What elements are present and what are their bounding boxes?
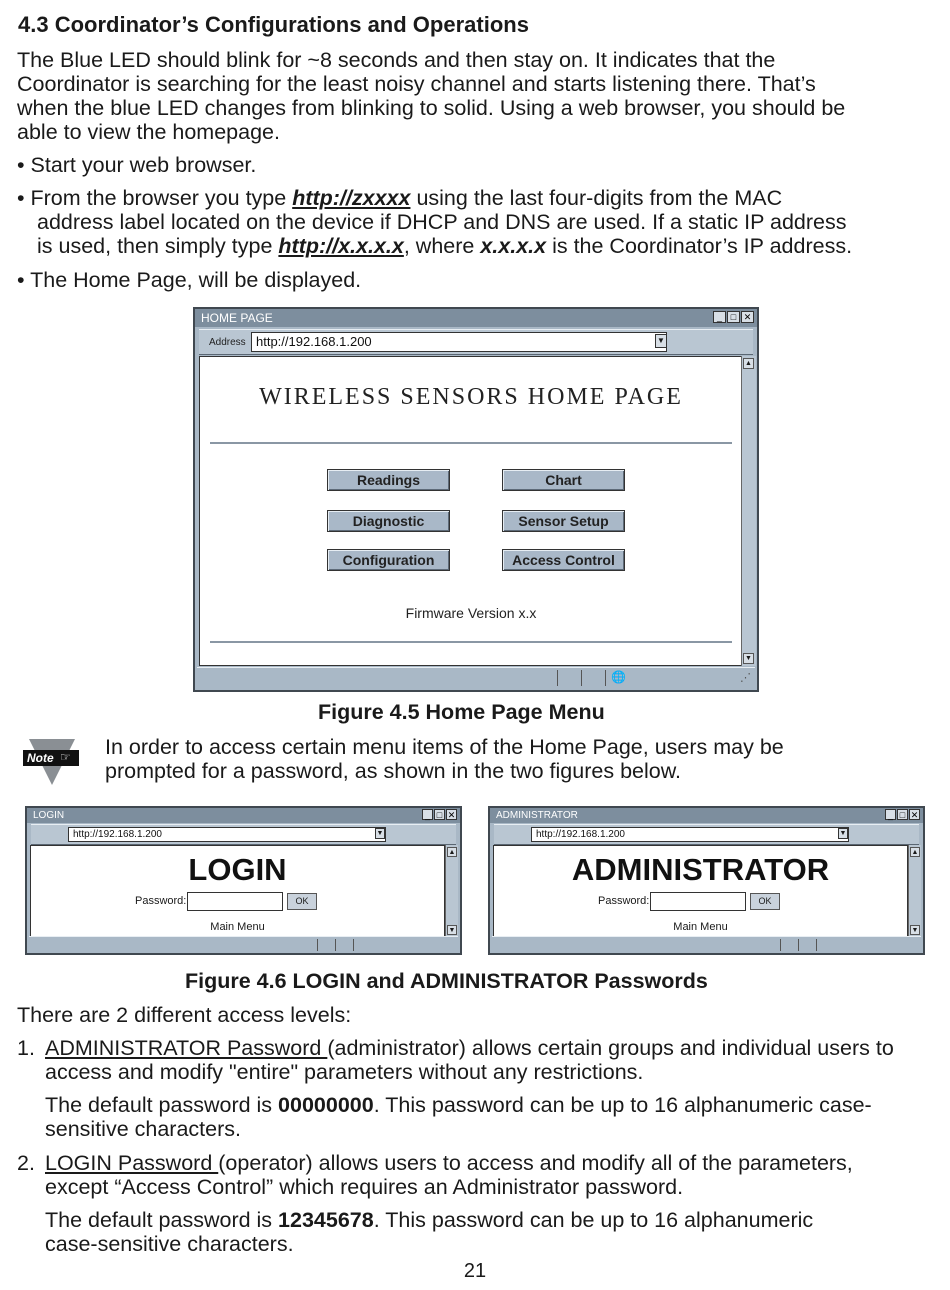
bullet-text: address label located on the device if DHCP and DNS are used. If a static IP address: [37, 210, 847, 234]
close-icon[interactable]: ✕: [447, 810, 456, 820]
password-input[interactable]: [650, 892, 746, 911]
list-number: 1.: [17, 1036, 35, 1060]
address-bar: [494, 824, 919, 845]
vertical-scrollbar[interactable]: [741, 356, 756, 666]
vertical-scrollbar[interactable]: [445, 845, 458, 937]
address-bar: [31, 824, 456, 845]
login-password-term: LOGIN Password: [45, 1151, 219, 1175]
resize-grip-icon[interactable]: ⋰: [740, 672, 751, 684]
intro-line: when the blue LED changes from blinking to solid. Using a web browser, you should be: [17, 96, 846, 120]
access-control-button[interactable]: Access Control: [502, 549, 625, 571]
address-label: Address: [209, 337, 246, 348]
chart-button[interactable]: Chart: [502, 469, 625, 491]
hand-pointer-icon: ☞: [60, 750, 71, 764]
access-level-item-1: [17, 1036, 894, 1141]
intro-line: able to view the homepage.: [17, 120, 280, 144]
maximize-icon[interactable]: □: [434, 809, 445, 820]
diagnostic-button[interactable]: Diagnostic: [327, 510, 450, 532]
bullet-text: • From the browser you type: [17, 186, 293, 210]
zxxxx-url-link[interactable]: http://zxxxx: [292, 186, 411, 210]
login-window: [25, 806, 462, 955]
bullet-text: using the last four-digits from the MAC: [410, 186, 783, 210]
administrator-heading: ADMINISTRATOR: [571, 852, 830, 887]
access-level-item-2: [17, 1151, 853, 1256]
bullet-text: , where: [403, 234, 481, 258]
item-text: (operator) allows users to access and modify all of the parameters,: [218, 1151, 853, 1175]
note-line: prompted for a password, as shown in the two figures below.: [105, 759, 682, 783]
scroll-down-icon[interactable]: ▼: [448, 927, 456, 934]
ok-button[interactable]: OK: [287, 893, 317, 910]
figure-4-6-caption: Figure 4.6 LOGIN and ADMINISTRATOR Passwords: [185, 969, 708, 993]
note-badge-label: Note: [27, 751, 54, 765]
dropdown-arrow-icon[interactable]: ▼: [839, 830, 847, 837]
login-content: [30, 845, 445, 937]
vertical-scrollbar[interactable]: [908, 845, 921, 937]
status-bar: [29, 936, 458, 951]
item-text: except “Access Control” which requires an Administrator password.: [45, 1175, 684, 1199]
dropdown-arrow-icon[interactable]: ▼: [376, 830, 384, 837]
close-icon[interactable]: ✕: [741, 311, 754, 323]
ip-url-link[interactable]: http://x.x.x.x: [278, 234, 404, 258]
intro-line: Coordinator is searching for the least noisy channel and starts listening there. That’s: [17, 72, 816, 96]
configuration-button[interactable]: Configuration: [327, 549, 450, 571]
status-bar: [492, 936, 921, 951]
default-admin-password: 00000000: [278, 1093, 374, 1117]
section-title: 4.3 Coordinator’s Configurations and Operations: [18, 12, 529, 37]
window-controls: [422, 809, 457, 820]
dropdown-arrow-icon[interactable]: ▼: [655, 334, 667, 348]
scroll-up-icon[interactable]: ▲: [743, 358, 754, 369]
close-icon[interactable]: ✕: [910, 810, 919, 820]
bullet-start-browser: • Start your web browser.: [17, 153, 257, 177]
note-icon: [23, 737, 81, 787]
maximize-icon[interactable]: □: [727, 311, 740, 323]
password-label: Password:: [135, 895, 187, 907]
divider: [210, 442, 732, 444]
minimize-icon[interactable]: _: [713, 311, 726, 323]
bullet-text: is the Coordinator’s IP address.: [546, 234, 853, 258]
main-menu-link[interactable]: Main Menu: [673, 921, 728, 933]
item-text: . This password can be up to 16 alphanumeric: [373, 1208, 814, 1232]
item-text: access and modify "entire" parameters without any restrictions.: [45, 1060, 644, 1084]
default-login-password: 12345678: [278, 1208, 374, 1232]
minimize-icon[interactable]: _: [422, 809, 433, 820]
scroll-up-icon[interactable]: ▲: [911, 849, 919, 856]
window-controls: [885, 809, 920, 820]
note-text: [105, 735, 784, 783]
status-bar: [197, 667, 755, 688]
item-text: The default password is: [45, 1093, 279, 1117]
item-text: (administrator) allows certain groups and individual users to: [327, 1036, 894, 1060]
scroll-up-icon[interactable]: ▲: [448, 849, 456, 856]
home-page-heading: WIRELESS SENSORS HOME PAGE: [259, 384, 683, 410]
ok-button[interactable]: OK: [750, 893, 780, 910]
scroll-down-icon[interactable]: ▼: [743, 653, 754, 664]
main-menu-link[interactable]: Main Menu: [210, 921, 265, 933]
sensor-setup-button[interactable]: Sensor Setup: [502, 510, 625, 532]
item-text: . This password can be up to 16 alphanumeric case-: [373, 1093, 872, 1117]
address-input[interactable]: http://192.168.1.200: [68, 827, 386, 842]
page-number: 21: [463, 1260, 487, 1282]
password-input[interactable]: [187, 892, 283, 911]
divider: [210, 641, 732, 643]
address-input[interactable]: http://192.168.1.200: [251, 332, 667, 352]
window-controls: [713, 311, 754, 323]
bullet-type-url: [17, 186, 852, 258]
item-text: sensitive characters.: [45, 1117, 241, 1141]
minimize-icon[interactable]: _: [885, 809, 896, 820]
list-number: 2.: [17, 1151, 35, 1175]
window-title: HOME PAGE: [195, 309, 757, 327]
window-title: ADMINISTRATOR: [490, 808, 923, 823]
figure-4-5-caption: Figure 4.5 Home Page Menu: [318, 700, 605, 724]
bullet-home-page: • The Home Page, will be displayed.: [17, 268, 362, 292]
administrator-content: [493, 845, 908, 937]
address-bar: [199, 329, 753, 355]
admin-password-term: ADMINISTRATOR Password: [45, 1036, 328, 1060]
globe-icon: 🌐: [611, 670, 626, 684]
access-levels-intro: There are 2 different access levels:: [17, 1003, 352, 1027]
firmware-version: Firmware Version x.x: [405, 605, 537, 621]
scroll-down-icon[interactable]: ▼: [911, 927, 919, 934]
home-page-window: [193, 307, 759, 692]
maximize-icon[interactable]: □: [897, 809, 908, 820]
window-title: LOGIN: [27, 808, 460, 823]
readings-button[interactable]: Readings: [327, 469, 450, 491]
home-page-content: [199, 356, 743, 666]
intro-line: The Blue LED should blink for ~8 seconds and then stay on. It indicates that the: [17, 48, 776, 72]
note-line: In order to access certain menu items of the Home Page, users may be: [105, 735, 784, 759]
ip-placeholder: x.x.x.x: [480, 234, 547, 258]
item-text: case-sensitive characters.: [45, 1232, 294, 1256]
intro-paragraph: [17, 48, 845, 144]
login-heading: LOGIN: [188, 852, 287, 887]
administrator-window: [488, 806, 925, 955]
password-label: Password:: [598, 895, 650, 907]
address-input[interactable]: http://192.168.1.200: [531, 827, 849, 842]
item-text: The default password is: [45, 1208, 279, 1232]
bullet-text: is used, then simply type: [37, 234, 279, 258]
